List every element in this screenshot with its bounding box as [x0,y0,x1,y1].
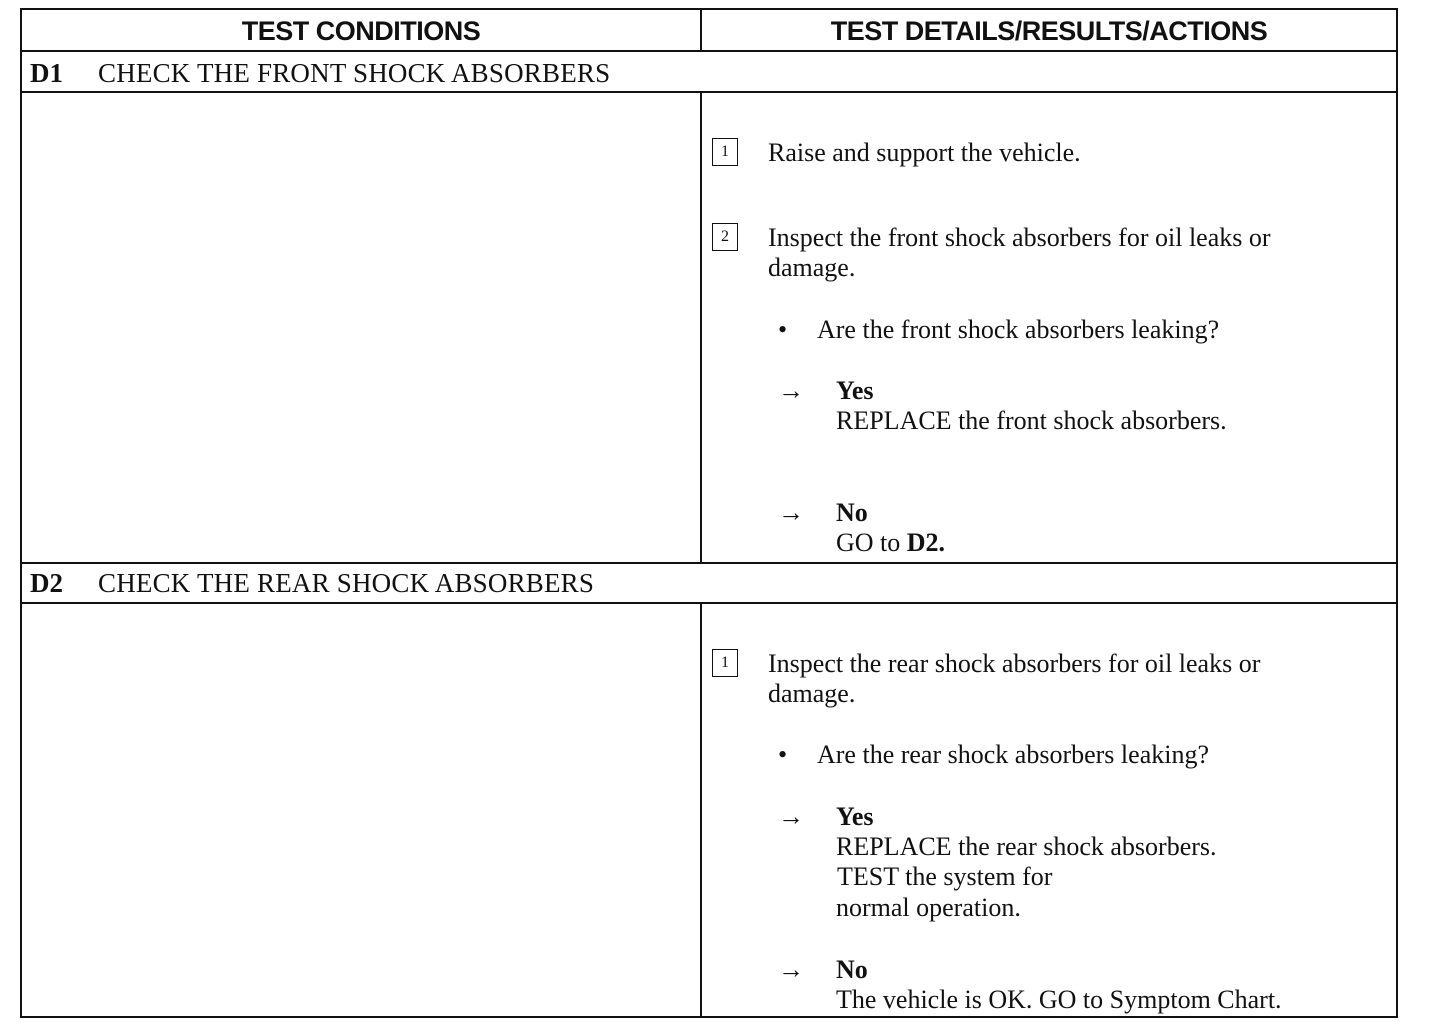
d2-column-divider [700,604,702,1016]
d1-step1-text: Raise and support the vehicle. [768,138,1081,167]
header-test-conditions: TEST CONDITIONS [241,16,481,46]
d2-step1-text-line2: damage. [768,679,856,708]
d1-question: Are the front shock absorbers leaking? [817,315,1220,344]
d1-step2-text-line1: Inspect the front shock absorbers for oil leaks or [768,223,1271,252]
d1-no-action [836,528,945,558]
step-d1-title-row [30,55,610,91]
d1-step2-text-line2: damage. [768,253,856,282]
d1-no-action-prefix: GO to [836,528,907,557]
d2-title-divider [22,602,1396,604]
d2-bullet: • [778,740,788,769]
d2-no-label: No [836,955,868,984]
d1-no-action-target: D2. [906,528,946,557]
d1-step2-number-box: 2 [712,223,738,251]
d1-bullet: • [778,315,788,344]
d1-no-label: No [836,498,868,527]
d1-bottom-divider [22,562,1396,564]
header-divider [22,50,1396,52]
step-d1-id: D1 [30,58,63,88]
step-d2-id: D2 [30,568,63,598]
d2-yes-action-line3: normal operation. [836,893,1021,922]
d2-yes-action-line2: TEST the system for [837,862,1053,891]
d1-no-arrow-icon: → [778,498,804,527]
step-d2-title-row [30,565,594,601]
d2-yes-action-line1: REPLACE the rear shock absorbers. [836,832,1217,861]
diagnostic-table [20,8,1398,1018]
d2-question: Are the rear shock absorbers leaking? [817,740,1209,769]
d1-yes-arrow-icon: → [778,376,804,405]
d1-yes-label: Yes [836,376,874,405]
d2-step1-text-line1: Inspect the rear shock absorbers for oil leaks or [768,649,1261,678]
d2-step1-number-box: 1 [712,649,738,677]
d1-step1-number-box: 1 [712,138,738,166]
header-test-details: TEST DETAILS/RESULTS/ACTIONS [700,10,1396,52]
d2-yes-arrow-icon: → [778,802,804,831]
step-d2-title: CHECK THE REAR SHOCK ABSORBERS [98,568,595,598]
d1-yes-action: REPLACE the front shock absorbers. [836,406,1227,435]
d2-no-action: The vehicle is OK. GO to Symptom Chart. [836,985,1282,1014]
step-d1-title: CHECK THE FRONT SHOCK ABSORBERS [98,58,611,88]
d1-title-divider [22,91,1396,93]
d1-column-divider [700,93,702,562]
d2-yes-label: Yes [836,802,874,831]
d2-no-arrow-icon: → [778,955,804,984]
